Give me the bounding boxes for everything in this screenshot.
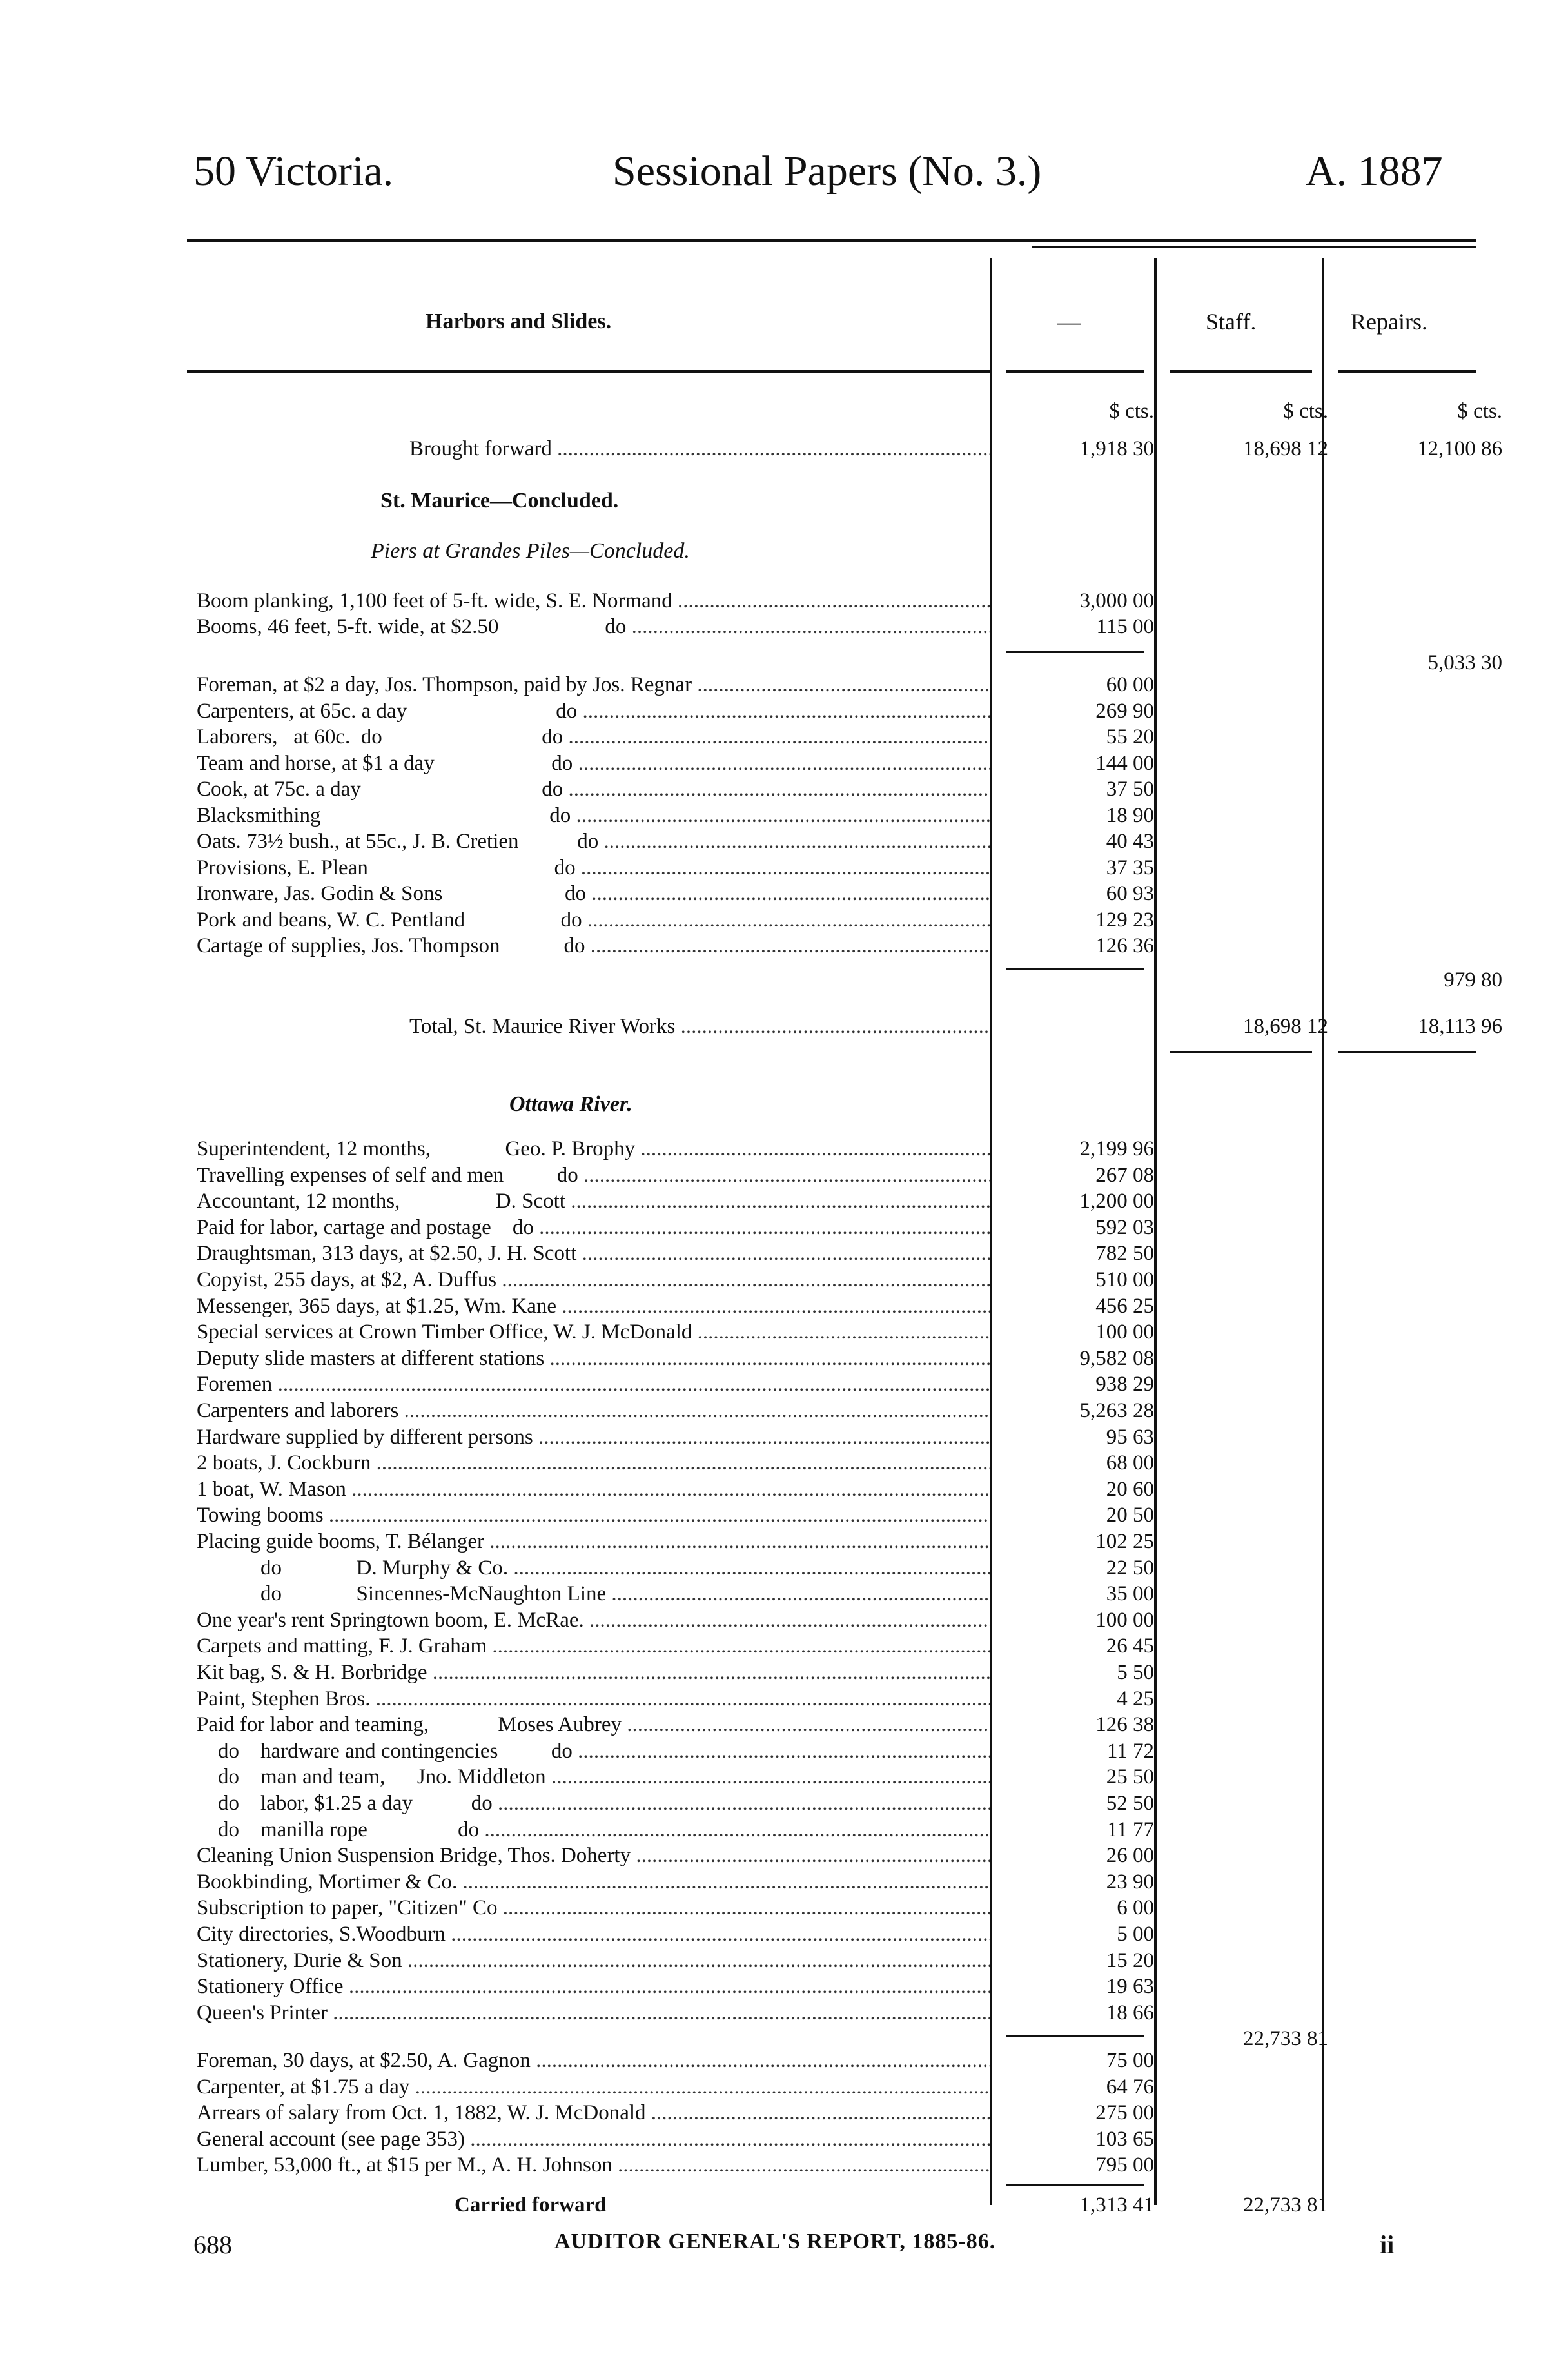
item-description: Paid for labor, cartage and postage do ..... [197, 1215, 990, 1240]
column-head-repairs: Repairs. [1351, 309, 1427, 335]
section-heading-ottawa: Ottawa River. [509, 1092, 632, 1116]
item-amount: 75 00 [1106, 2049, 1154, 2072]
footer-mark: ii [1380, 2230, 1395, 2259]
unit-col2: $ cts. [1283, 400, 1328, 423]
header-year: A. 1887 [1306, 148, 1443, 195]
item-amount: 2,199 96 [1079, 1137, 1154, 1161]
item-description: Foreman, at $2 a day, Jos. Thompson, paid by Jos. Regnar ..... [197, 672, 990, 698]
item-amount: 782 50 [1095, 1242, 1154, 1266]
caption-rule [1006, 370, 1144, 373]
table-row [197, 1686, 1544, 1712]
table-row [197, 881, 1544, 906]
item-description: Copyist, 255 days, at $2, A. Duffus ..... [197, 1267, 990, 1293]
item-amount: 938 29 [1095, 1373, 1154, 1396]
group-labor-total: 979 80 [1444, 968, 1502, 992]
item-amount: 37 35 [1106, 856, 1154, 879]
caption-rule [1170, 370, 1312, 373]
item-amount: 18 90 [1106, 803, 1154, 827]
item-description: Lumber, 53,000 ft., at $15 per M., A. H. Johnson ..... [197, 2152, 990, 2178]
item-description: Laborers, at 60c. do do ..... [197, 724, 990, 750]
column-title: Harbors and Slides. [426, 309, 612, 333]
item-description: Hardware supplied by different persons ..... [197, 1424, 990, 1450]
carried-forward-staff: 22,733 81 [1243, 2193, 1328, 2217]
units-row [197, 398, 1544, 424]
item-description: Ironware, Jas. Godin & Sons do ..... [197, 881, 990, 906]
item-amount: 4 25 [1117, 1687, 1154, 1710]
item-amount: 6 00 [1117, 1896, 1154, 1920]
item-description: do manilla rope do ..... [197, 1817, 990, 1843]
table-row [197, 2074, 1544, 2100]
table-row [197, 803, 1544, 828]
item-amount: 37 50 [1106, 778, 1154, 801]
table-row [197, 1607, 1544, 1633]
table-row [197, 1660, 1544, 1685]
table-row [197, 1502, 1544, 1528]
item-description: 2 boats, J. Cockburn ..... [197, 1450, 990, 1476]
item-description: Arrears of salary from Oct. 1, 1882, W. J. McDonald ..... [197, 2100, 990, 2126]
item-amount: 9,582 08 [1079, 1346, 1154, 1370]
item-amount: 115 00 [1096, 615, 1154, 638]
table-row [197, 2152, 1544, 2178]
table-row [197, 907, 1544, 933]
table-row [197, 1240, 1544, 1266]
item-description: do man and team, Jno. Middleton ..... [197, 1764, 990, 1790]
table-row [197, 1790, 1544, 1816]
table-row [197, 2000, 1544, 2026]
table-row [197, 1267, 1544, 1293]
item-description: Foreman, 30 days, at $2.50, A. Gagnon ..... [197, 2048, 990, 2073]
table-row [197, 1974, 1544, 1999]
item-amount: 15 20 [1106, 1948, 1154, 1972]
table-row [197, 672, 1544, 698]
table-row [197, 1921, 1544, 1947]
ottawa-staff-total: 22,733 81 [1243, 2027, 1328, 2050]
header-rule-thin [1032, 246, 1476, 248]
column-head-staff: Staff. [1206, 309, 1257, 335]
item-amount: 126 38 [1095, 1713, 1154, 1737]
table-row [197, 750, 1544, 776]
item-amount: 103 65 [1095, 2127, 1154, 2151]
brought-forward-col1: 1,918 30 [1079, 437, 1154, 460]
table-row [197, 1712, 1544, 1738]
table-row [197, 1136, 1544, 1162]
item-amount: 35 00 [1106, 1582, 1154, 1606]
section-heading-st-maurice: St. Maurice—Concluded. [380, 489, 619, 513]
total-st-maurice-label: Total, St. Maurice River Works ..... [409, 1014, 990, 1039]
item-amount: 275 00 [1095, 2101, 1154, 2124]
table-row [197, 1817, 1544, 1843]
item-description: 1 boat, W. Mason ..... [197, 1476, 990, 1502]
item-description: Superintendent, 12 months, Geo. P. Brophy ..... [197, 1136, 990, 1162]
footer-report-title: AUDITOR GENERAL'S REPORT, 1885-86. [554, 2229, 996, 2253]
item-description: Cartage of supplies, Jos. Thompson do ..... [197, 933, 990, 959]
item-description: Cook, at 75c. a day do ..... [197, 776, 990, 802]
table-row [197, 1764, 1544, 1790]
item-amount: 5 50 [1117, 1661, 1154, 1684]
item-description: Bookbinding, Mortimer & Co. ..... [197, 1869, 990, 1895]
item-description: Pork and beans, W. C. Pentland do ..... [197, 907, 990, 933]
table-row [197, 698, 1544, 724]
table-row [197, 1450, 1544, 1476]
item-amount: 25 50 [1106, 1765, 1154, 1789]
table-row [197, 828, 1544, 854]
brought-forward-repairs: 12,100 86 [1417, 437, 1502, 460]
carried-forward-label: Carried forward [455, 2193, 607, 2217]
table-row [197, 1188, 1544, 1214]
item-amount: 269 90 [1095, 699, 1154, 723]
table-row [197, 1529, 1544, 1554]
brought-forward-label: Brought forward ..... [409, 436, 990, 462]
column-head-1: — [1057, 309, 1081, 335]
item-amount: 64 76 [1106, 2075, 1154, 2099]
table-row [197, 1633, 1544, 1659]
table-row [197, 1293, 1544, 1319]
item-description: Queen's Printer ..... [197, 2000, 990, 2026]
item-description: Messenger, 365 days, at $1.25, Wm. Kane ..... [197, 1293, 990, 1319]
table-row [197, 724, 1544, 750]
item-description: Paint, Stephen Bros. ..... [197, 1686, 990, 1712]
item-description: Deputy slide masters at different stations ..... [197, 1346, 990, 1371]
item-amount: 19 63 [1106, 1975, 1154, 1999]
unit-col3: $ cts. [1457, 400, 1502, 423]
item-amount: 11 72 [1106, 1739, 1154, 1763]
item-amount: 510 00 [1095, 1268, 1154, 1291]
item-description: Towing booms ..... [197, 1502, 990, 1528]
total-rule [1170, 1051, 1312, 1053]
subtotal-rule [1006, 2184, 1144, 2186]
item-description: do labor, $1.25 a day do ..... [197, 1790, 990, 1816]
table-row [197, 1319, 1544, 1345]
item-description: do D. Murphy & Co. ..... [197, 1555, 990, 1581]
item-description: Placing guide booms, T. Bélanger ..... [197, 1529, 990, 1554]
carried-forward-row [197, 2192, 1544, 2218]
item-description: Paid for labor and teaming, Moses Aubrey ..... [197, 1712, 990, 1738]
item-amount: 55 20 [1106, 725, 1154, 749]
table-row [197, 1398, 1544, 1424]
item-amount: 22 50 [1106, 1556, 1154, 1580]
item-amount: 23 90 [1106, 1870, 1154, 1894]
item-description: Cleaning Union Suspension Bridge, Thos. Doherty ..... [197, 1843, 990, 1868]
table-row [197, 1948, 1544, 1974]
item-amount: 18 66 [1106, 2001, 1154, 2024]
item-amount: 100 00 [1095, 1320, 1154, 1344]
total-rule [1338, 1051, 1476, 1053]
table-row [197, 1162, 1544, 1188]
item-amount: 795 00 [1095, 2153, 1154, 2177]
table-row [197, 776, 1544, 802]
total-st-maurice-row [197, 1014, 1544, 1039]
item-amount: 26 00 [1106, 1844, 1154, 1868]
item-description: Carpenter, at $1.75 a day ..... [197, 2074, 990, 2100]
item-amount: 5,263 28 [1079, 1399, 1154, 1422]
item-description: Oats. 73½ bush., at 55c., J. B. Cretien do ..... [197, 828, 990, 854]
unit-col1: $ cts. [1109, 400, 1154, 423]
table-row [197, 1424, 1544, 1450]
table-row [197, 933, 1544, 959]
table-row [197, 855, 1544, 881]
caption-rule [187, 370, 990, 373]
total-st-maurice-repairs: 18,113 96 [1418, 1015, 1502, 1038]
item-amount: 100 00 [1095, 1608, 1154, 1632]
item-description: Subscription to paper, "Citizen" Co ..... [197, 1895, 990, 1921]
item-description: Foremen ..... [197, 1371, 990, 1397]
item-description: Booms, 46 feet, 5-ft. wide, at $2.50 do ..... [197, 614, 990, 640]
table-row [197, 2126, 1544, 2152]
item-amount: 102 25 [1095, 1530, 1154, 1553]
item-amount: 26 45 [1106, 1634, 1154, 1658]
item-description: Stationery Office ..... [197, 1974, 990, 1999]
table-row [197, 1371, 1544, 1397]
table-row [197, 1476, 1544, 1502]
item-amount: 592 03 [1095, 1215, 1154, 1239]
item-description: Team and horse, at $1 a day do ..... [197, 750, 990, 776]
table-row [197, 1346, 1544, 1371]
item-amount: 60 00 [1106, 673, 1154, 696]
item-amount: 52 50 [1106, 1792, 1154, 1815]
table-row [197, 588, 1544, 614]
item-description: One year's rent Springtown boom, E. McRae. ..... [197, 1607, 990, 1633]
item-description: Kit bag, S. & H. Borbridge ..... [197, 1660, 990, 1685]
item-description: Blacksmithing do ..... [197, 803, 990, 828]
header-rule [187, 239, 1476, 242]
header-title: Sessional Papers (No. 3.) [612, 148, 1042, 195]
subsection-heading-piers: Piers at Grandes Piles—Concluded. [371, 539, 690, 563]
item-description: do Sincennes-McNaughton Line ..... [197, 1581, 990, 1607]
table-row [197, 2100, 1544, 2126]
item-amount: 11 77 [1106, 1817, 1154, 1841]
item-description: Stationery, Durie & Son ..... [197, 1948, 990, 1974]
brought-forward-staff: 18,698 12 [1243, 437, 1328, 460]
item-amount: 126 36 [1095, 934, 1154, 957]
item-amount: 68 00 [1106, 1451, 1154, 1475]
item-description: do hardware and contingencies do ..... [197, 1738, 990, 1764]
item-description: Accountant, 12 months, D. Scott ..... [197, 1188, 990, 1214]
total-st-maurice-staff: 18,698 12 [1243, 1015, 1328, 1038]
carried-forward-col1: 1,313 41 [1079, 2193, 1154, 2217]
item-description: City directories, S.Woodburn ..... [197, 1921, 990, 1947]
item-amount: 267 08 [1095, 1163, 1154, 1187]
table-row [197, 1555, 1544, 1581]
item-description: Special services at Crown Timber Office, W. J. McDonald ..... [197, 1319, 990, 1345]
table-row [197, 1895, 1544, 1921]
item-amount: 1,200 00 [1079, 1190, 1154, 1213]
item-amount: 60 93 [1106, 882, 1154, 905]
item-amount: 20 60 [1106, 1477, 1154, 1501]
item-amount: 456 25 [1095, 1294, 1154, 1318]
item-description: General account (see page 353) ..... [197, 2126, 990, 2152]
item-description: Carpenters, at 65c. a day do ..... [197, 698, 990, 724]
item-amount: 144 00 [1095, 751, 1154, 775]
item-description: Boom planking, 1,100 feet of 5-ft. wide, S. E. Normand ..... [197, 588, 990, 614]
item-description: Draughtsman, 313 days, at $2.50, J. H. Scott ..... [197, 1240, 990, 1266]
item-amount: 20 50 [1106, 1504, 1154, 1527]
item-amount: 95 63 [1106, 1425, 1154, 1449]
item-amount: 3,000 00 [1079, 589, 1154, 612]
item-description: Carpets and matting, F. J. Graham ..... [197, 1633, 990, 1659]
table-row [197, 2048, 1544, 2073]
table-row [197, 614, 1544, 640]
brought-forward-row [197, 436, 1544, 462]
item-amount: 40 43 [1106, 830, 1154, 853]
group-booms-total: 5,033 30 [1427, 651, 1502, 674]
header-session: 50 Victoria. [193, 148, 394, 195]
item-amount: 5 00 [1117, 1923, 1154, 1946]
item-description: Provisions, E. Plean do ..... [197, 855, 990, 881]
group-labor-total-row [197, 967, 1544, 993]
item-description: Travelling expenses of self and men do ..... [197, 1162, 990, 1188]
table-row [197, 1581, 1544, 1607]
footer-page-number: 688 [193, 2230, 232, 2259]
table-row [197, 1738, 1544, 1764]
table-row [197, 1843, 1544, 1868]
table-row [197, 1215, 1544, 1240]
caption-rule [1338, 370, 1476, 373]
item-description: Carpenters and laborers ..... [197, 1398, 990, 1424]
table-row [197, 1869, 1544, 1895]
item-amount: 129 23 [1095, 908, 1154, 932]
